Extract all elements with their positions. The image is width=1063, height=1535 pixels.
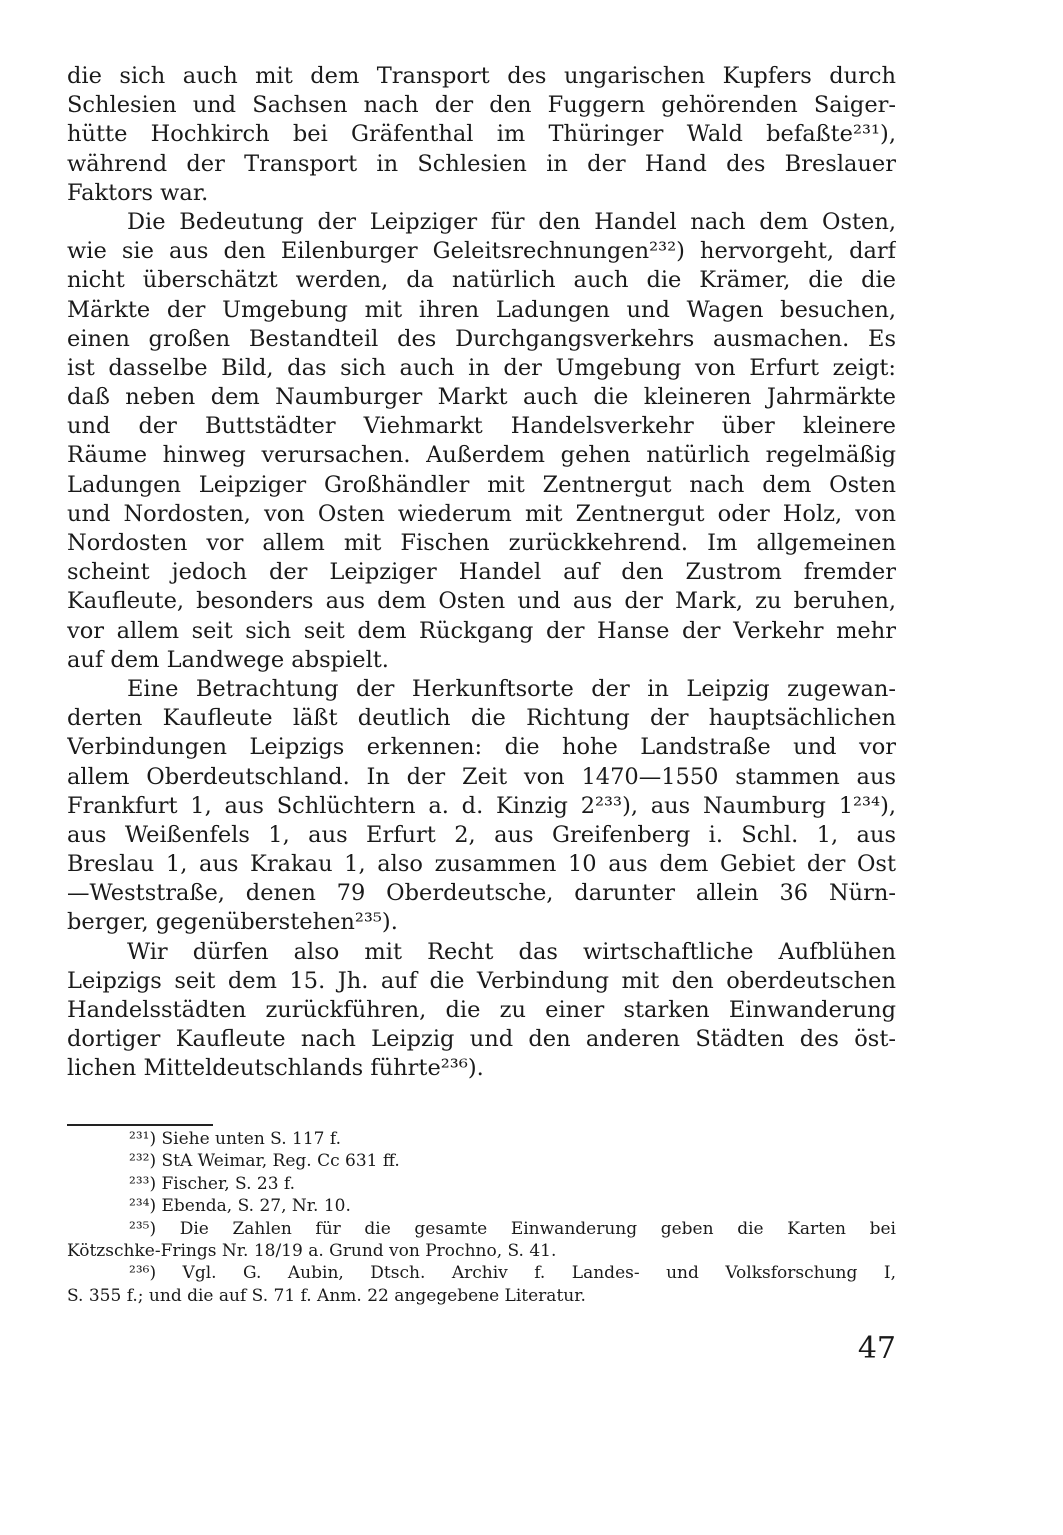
text-line: Kaufleute, besonders aus dem Osten und aus der Mark, zu beruhen, (67, 588, 896, 615)
footnote-line: ²³⁴) Ebenda, S. 27, Nr. 10. (129, 1196, 351, 1217)
text-line: Nordosten vor allem mit Fischen zurückkehrend. Im allgemeinen (67, 530, 896, 556)
text-line: Schlesien und Sachsen nach der den Fuggern gehörenden Saiger- (67, 92, 896, 119)
text-line: aus Weißenfels 1, aus Erfurt 2, aus Greifenberg i. Schl. 1, aus (67, 821, 896, 848)
text-line: daß neben dem Naumburger Markt auch die kleineren Jahrmärkte (67, 384, 896, 411)
text-line: berger, gegenüberstehen²³⁵). (67, 909, 398, 936)
text-line: während der Transport in Schlesien in der Hand des Breslauer (67, 150, 896, 177)
footnote-line: Kötzschke-Frings Nr. 18/19 a. Grund von Prochno, S. 41. (67, 1240, 557, 1261)
text-line: Wir dürfen also mit Recht das wirtschaftliche Aufblühen (127, 938, 896, 965)
text-line: Leipzigs seit dem 15. Jh. auf die Verbindung mit den oberdeutschen (67, 967, 896, 994)
text-line: derten Kaufleute läßt deutlich die Richtung der hauptsächlichen (67, 705, 896, 732)
text-line: einen großen Bestandteil des Durchgangsverkehrs ausmachen. Es (67, 325, 896, 352)
footnotes (67, 1128, 896, 1307)
text-line: ist dasselbe Bild, das sich auch in der Umgebung von Erfurt zeigt: (67, 354, 896, 381)
text-line: wie sie aus den Eilenburger Geleitsrechnungen²³²) hervorgeht, darf (67, 238, 896, 265)
body-text (67, 62, 896, 1084)
text-line: Ladungen Leipziger Großhändler mit Zentnergut nach dem Osten (67, 471, 896, 498)
text-line: die sich auch mit dem Transport des ungarischen Kupfers durch (67, 63, 896, 89)
text-line: Die Bedeutung der Leipziger für den Handel nach dem Osten, (127, 208, 896, 235)
text-line: Handelsstädten zurückführen, die zu einer starken Einwanderung (67, 997, 896, 1023)
footnote-line: ²³⁶) Vgl. G. Aubin, Dtsch. Archiv f. Landes- und Volksforschung I, (129, 1263, 896, 1284)
footnote-line: ²³²) StA Weimar, Reg. Cc 631 ff. (129, 1151, 400, 1172)
text-line: scheint jedoch der Leipziger Handel auf den Zustrom fremder (67, 559, 896, 586)
footnote-line: ²³¹) Siehe unten S. 117 f. (129, 1129, 341, 1149)
footnote-line: ²³³) Fischer, S. 23 f. (129, 1173, 296, 1194)
text-line: allem Oberdeutschland. In der Zeit von 1470—1550 stammen aus (67, 763, 896, 790)
text-line: Breslau 1, aus Krakau 1, also zusammen 10 aus dem Gebiet der Ost (67, 851, 896, 878)
text-line: nicht überschätzt werden, da natürlich auch die Krämer, die die (67, 267, 896, 294)
footnote-line: S. 355 f.; und die auf S. 71 f. Anm. 22 angegebene Literatur. (67, 1285, 586, 1306)
text-line: Räume hinweg verursachen. Außerdem gehen natürlich regelmäßig (67, 442, 896, 469)
text-line: Verbindungen Leipzigs erkennen: die hohe Landstraße und vor (67, 734, 896, 761)
text-line: Märkte der Umgebung mit ihren Ladungen und Wagen besuchen, (67, 296, 896, 323)
text-line: vor allem seit sich seit dem Rückgang der Hanse der Verkehr mehr (67, 617, 896, 644)
text-line: —Weststraße, denen 79 Oberdeutsche, darunter allein 36 Nürn- (67, 880, 896, 907)
text-line: und Nordosten, von Osten wiederum mit Zentnergut oder Holz, von (67, 500, 896, 527)
text-line: Frankfurt 1, aus Schlüchtern a. d. Kinzig 2²³³), aus Naumburg 1²³⁴), (67, 792, 896, 819)
footnote-divider (67, 1124, 213, 1126)
text-line: und der Buttstädter Viehmarkt Handelsverkehr über kleinere (67, 413, 896, 440)
text-line: Eine Betrachtung der Herkunftsorte der in Leipzig zugewan- (127, 675, 896, 702)
text-line: auf dem Landwege abspielt. (67, 646, 389, 673)
text-line: hütte Hochkirch bei Gräfenthal im Thüringer Wald befaßte²³¹), (67, 121, 896, 148)
footnote-line: ²³⁵) Die Zahlen für die gesamte Einwanderung geben die Karten bei (129, 1218, 896, 1239)
text-line: Faktors war. (67, 179, 209, 206)
page-number: 47 (857, 1331, 896, 1366)
text-line: lichen Mitteldeutschlands führte²³⁶). (67, 1055, 484, 1082)
text-line: dortiger Kaufleute nach Leipzig und den anderen Städten des öst- (67, 1026, 896, 1053)
